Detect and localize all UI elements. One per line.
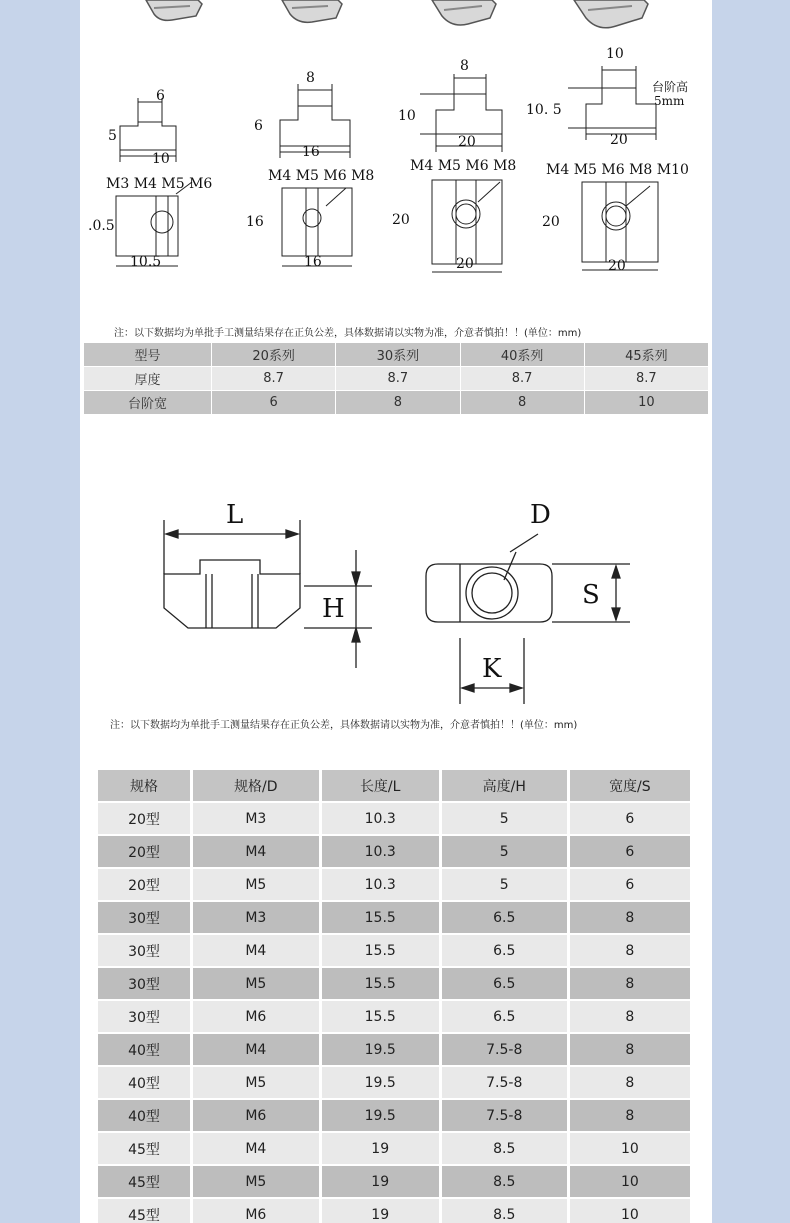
spec-table-cell: 10.3	[322, 836, 439, 867]
spec-table-row	[98, 836, 690, 867]
spec-table-cell: 10	[570, 1199, 690, 1223]
spec-table-header-cell: 长度/L	[322, 770, 439, 801]
spec-table-cell: 6.5	[442, 968, 567, 999]
spec-table-cell: M5	[193, 1067, 319, 1098]
profile2-width: 16	[302, 144, 320, 160]
spec-table-cell: M6	[193, 1001, 319, 1032]
spec-table-header-cell: 高度/H	[442, 770, 567, 801]
spec-table-row	[98, 1001, 690, 1032]
series-table-cell: 45系列	[584, 343, 708, 367]
label-L: L	[226, 500, 244, 530]
spec-table-cell: 8	[570, 1001, 690, 1032]
series-table-cell: 8.7	[212, 367, 336, 391]
tnut-photo-45	[574, 0, 648, 28]
spec-table-cell: 19.5	[322, 1067, 439, 1098]
spec-table-cell: M5	[193, 968, 319, 999]
series-table-cell: 台阶宽	[84, 391, 212, 415]
product-spec-page	[80, 0, 712, 1223]
spec-table-row	[98, 1199, 690, 1223]
profile2-bolts: M4 M5 M6 M8	[268, 168, 375, 184]
spec-table-header-cell: 规格	[98, 770, 190, 801]
spec-table-row	[98, 935, 690, 966]
tnut-photo-20	[146, 0, 202, 20]
spec-table-cell: 10	[570, 1166, 690, 1197]
spec-table-cell: 30型	[98, 1001, 190, 1032]
spec-table-cell: M4	[193, 1034, 319, 1065]
spec-table-cell: M6	[193, 1100, 319, 1131]
profile2-bottom: 16	[304, 254, 322, 270]
spec-table-cell: M4	[193, 1133, 319, 1164]
spec-table-cell: 20型	[98, 836, 190, 867]
spec-table-row	[98, 902, 690, 933]
spec-table-cell: 8	[570, 1034, 690, 1065]
spec-table-row	[98, 803, 690, 834]
spec-table-cell: 19.5	[322, 1034, 439, 1065]
measurement-note-2: 注：以下数据均为单批手工测量结果存在正负公差，具体数据请以实物为准，介意者慎拍！！(单位：mm)	[110, 720, 578, 731]
profile1-step-width: 6	[156, 88, 165, 104]
measurement-note-1: 注：以下数据均为单批手工测量结果存在正负公差，具体数据请以实物为准，介意者慎拍！！(单位：mm)	[114, 328, 582, 339]
spec-table-cell: M5	[193, 869, 319, 900]
spec-table-cell: 45型	[98, 1166, 190, 1197]
spec-table-cell: 8	[570, 1100, 690, 1131]
series-table-row	[84, 343, 709, 367]
spec-table-cell: 45型	[98, 1133, 190, 1164]
spec-table-cell: 5	[442, 803, 567, 834]
spec-table-cell: 19.5	[322, 1100, 439, 1131]
spec-table-cell: M4	[193, 836, 319, 867]
spec-table-cell: M3	[193, 902, 319, 933]
spec-table-cell: M4	[193, 935, 319, 966]
label-H: H	[322, 594, 345, 624]
profile1-bolts: M3 M4 M5 M6	[106, 176, 213, 192]
spec-table-cell: 8.5	[442, 1199, 567, 1223]
spec-table-cell: 40型	[98, 1034, 190, 1065]
series-table	[83, 342, 709, 415]
spec-table-row	[98, 869, 690, 900]
profile4-width: 20	[610, 132, 628, 148]
spec-table-cell: 40型	[98, 1100, 190, 1131]
spec-table-cell: 8.5	[442, 1166, 567, 1197]
spec-table-cell: 7.5-8	[442, 1034, 567, 1065]
spec-table-cell: 5	[442, 869, 567, 900]
spec-table-cell: 19	[322, 1133, 439, 1164]
spec-table-cell: 8.5	[442, 1133, 567, 1164]
series-table-cell: 6	[212, 391, 336, 415]
spec-table-cell: 6	[570, 803, 690, 834]
series-table-cell: 8	[336, 391, 460, 415]
series-table-cell: 8.7	[460, 367, 584, 391]
label-S: S	[582, 580, 600, 610]
spec-table-cell: 7.5-8	[442, 1067, 567, 1098]
spec-table-cell: 10	[570, 1133, 690, 1164]
spec-table-cell: 20型	[98, 869, 190, 900]
series-table-cell: 厚度	[84, 367, 212, 391]
tnut-photo-40	[432, 0, 496, 25]
series-table-cell: 8	[460, 391, 584, 415]
spec-table-cell: 8	[570, 1067, 690, 1098]
spec-table-cell: 7.5-8	[442, 1100, 567, 1131]
spec-table-header-row	[98, 770, 690, 801]
spec-table-cell: 20型	[98, 803, 190, 834]
profile4-note-line1: 台阶高	[652, 80, 689, 94]
spec-table-cell: 19	[322, 1166, 439, 1197]
profile4-bolts: M4 M5 M6 M8 M10	[546, 162, 689, 178]
series-table-cell: 8.7	[584, 367, 708, 391]
profile1-bottom: 10.5	[130, 254, 162, 270]
spec-table-cell: 15.5	[322, 902, 439, 933]
spec-table-cell: 6.5	[442, 902, 567, 933]
label-K: K	[482, 654, 502, 684]
spec-table-row	[98, 1166, 690, 1197]
spec-table-cell: 5	[442, 836, 567, 867]
spec-table-cell: 8	[570, 968, 690, 999]
profile3-width: 20	[458, 134, 476, 150]
profile3-bottom: 20	[456, 256, 474, 272]
profile1-height: 5	[108, 128, 117, 144]
series-table-cell: 10	[584, 391, 708, 415]
profile-labels	[80, 30, 712, 330]
label-D: D	[530, 500, 551, 530]
series-table-cell: 20系列	[212, 343, 336, 367]
spec-table-cell: 6	[570, 836, 690, 867]
diagram-labels	[80, 490, 712, 710]
spec-table-cell: 40型	[98, 1067, 190, 1098]
spec-table-cell: 30型	[98, 935, 190, 966]
spec-table-cell: M3	[193, 803, 319, 834]
spec-table-row	[98, 1133, 690, 1164]
series-table-cell: 40系列	[460, 343, 584, 367]
series-table-cell: 型号	[84, 343, 212, 367]
profile3-height: 10	[398, 108, 416, 124]
spec-table-row	[98, 1067, 690, 1098]
profile1-width: 10	[152, 151, 170, 167]
spec-table-cell: 45型	[98, 1199, 190, 1223]
spec-table-cell: 15.5	[322, 968, 439, 999]
profile1-side: .0.5	[88, 218, 115, 234]
profile2-side: 16	[246, 214, 264, 230]
spec-table-cell: 6.5	[442, 1001, 567, 1032]
spec-table-cell: M6	[193, 1199, 319, 1223]
profile4-step-width: 10	[606, 46, 624, 62]
series-table-row	[84, 367, 709, 391]
profile4-height: 10. 5	[526, 102, 562, 118]
spec-table-cell: 10.3	[322, 869, 439, 900]
profile2-height: 6	[254, 118, 263, 134]
spec-table-row	[98, 968, 690, 999]
spec-table-row	[98, 1034, 690, 1065]
spec-table-cell: 30型	[98, 968, 190, 999]
spec-table-row	[98, 1100, 690, 1131]
spec-table-cell: 15.5	[322, 935, 439, 966]
spec-table-cell: 19	[322, 1199, 439, 1223]
spec-table-header-cell: 规格/D	[193, 770, 319, 801]
profile3-bolts: M4 M5 M6 M8	[410, 158, 517, 174]
profile4-note-line2: 5mm	[654, 94, 685, 108]
spec-table-cell: 6.5	[442, 935, 567, 966]
spec-table-cell: 8	[570, 935, 690, 966]
spec-table-cell: M5	[193, 1166, 319, 1197]
spec-table	[95, 768, 693, 1223]
spec-table-header-cell: 宽度/S	[570, 770, 690, 801]
spec-table-cell: 15.5	[322, 1001, 439, 1032]
profile3-side: 20	[392, 212, 410, 228]
spec-table-cell: 10.3	[322, 803, 439, 834]
spec-table-cell: 30型	[98, 902, 190, 933]
profile3-step-width: 8	[460, 58, 469, 74]
profile2-step-width: 8	[306, 70, 315, 86]
profile4-bottom: 20	[608, 258, 626, 274]
profile4-side: 20	[542, 214, 560, 230]
series-table-cell: 30系列	[336, 343, 460, 367]
tnut-photo-30	[282, 0, 342, 22]
series-table-cell: 8.7	[336, 367, 460, 391]
spec-table-cell: 8	[570, 902, 690, 933]
spec-table-cell: 6	[570, 869, 690, 900]
series-table-row	[84, 391, 709, 415]
